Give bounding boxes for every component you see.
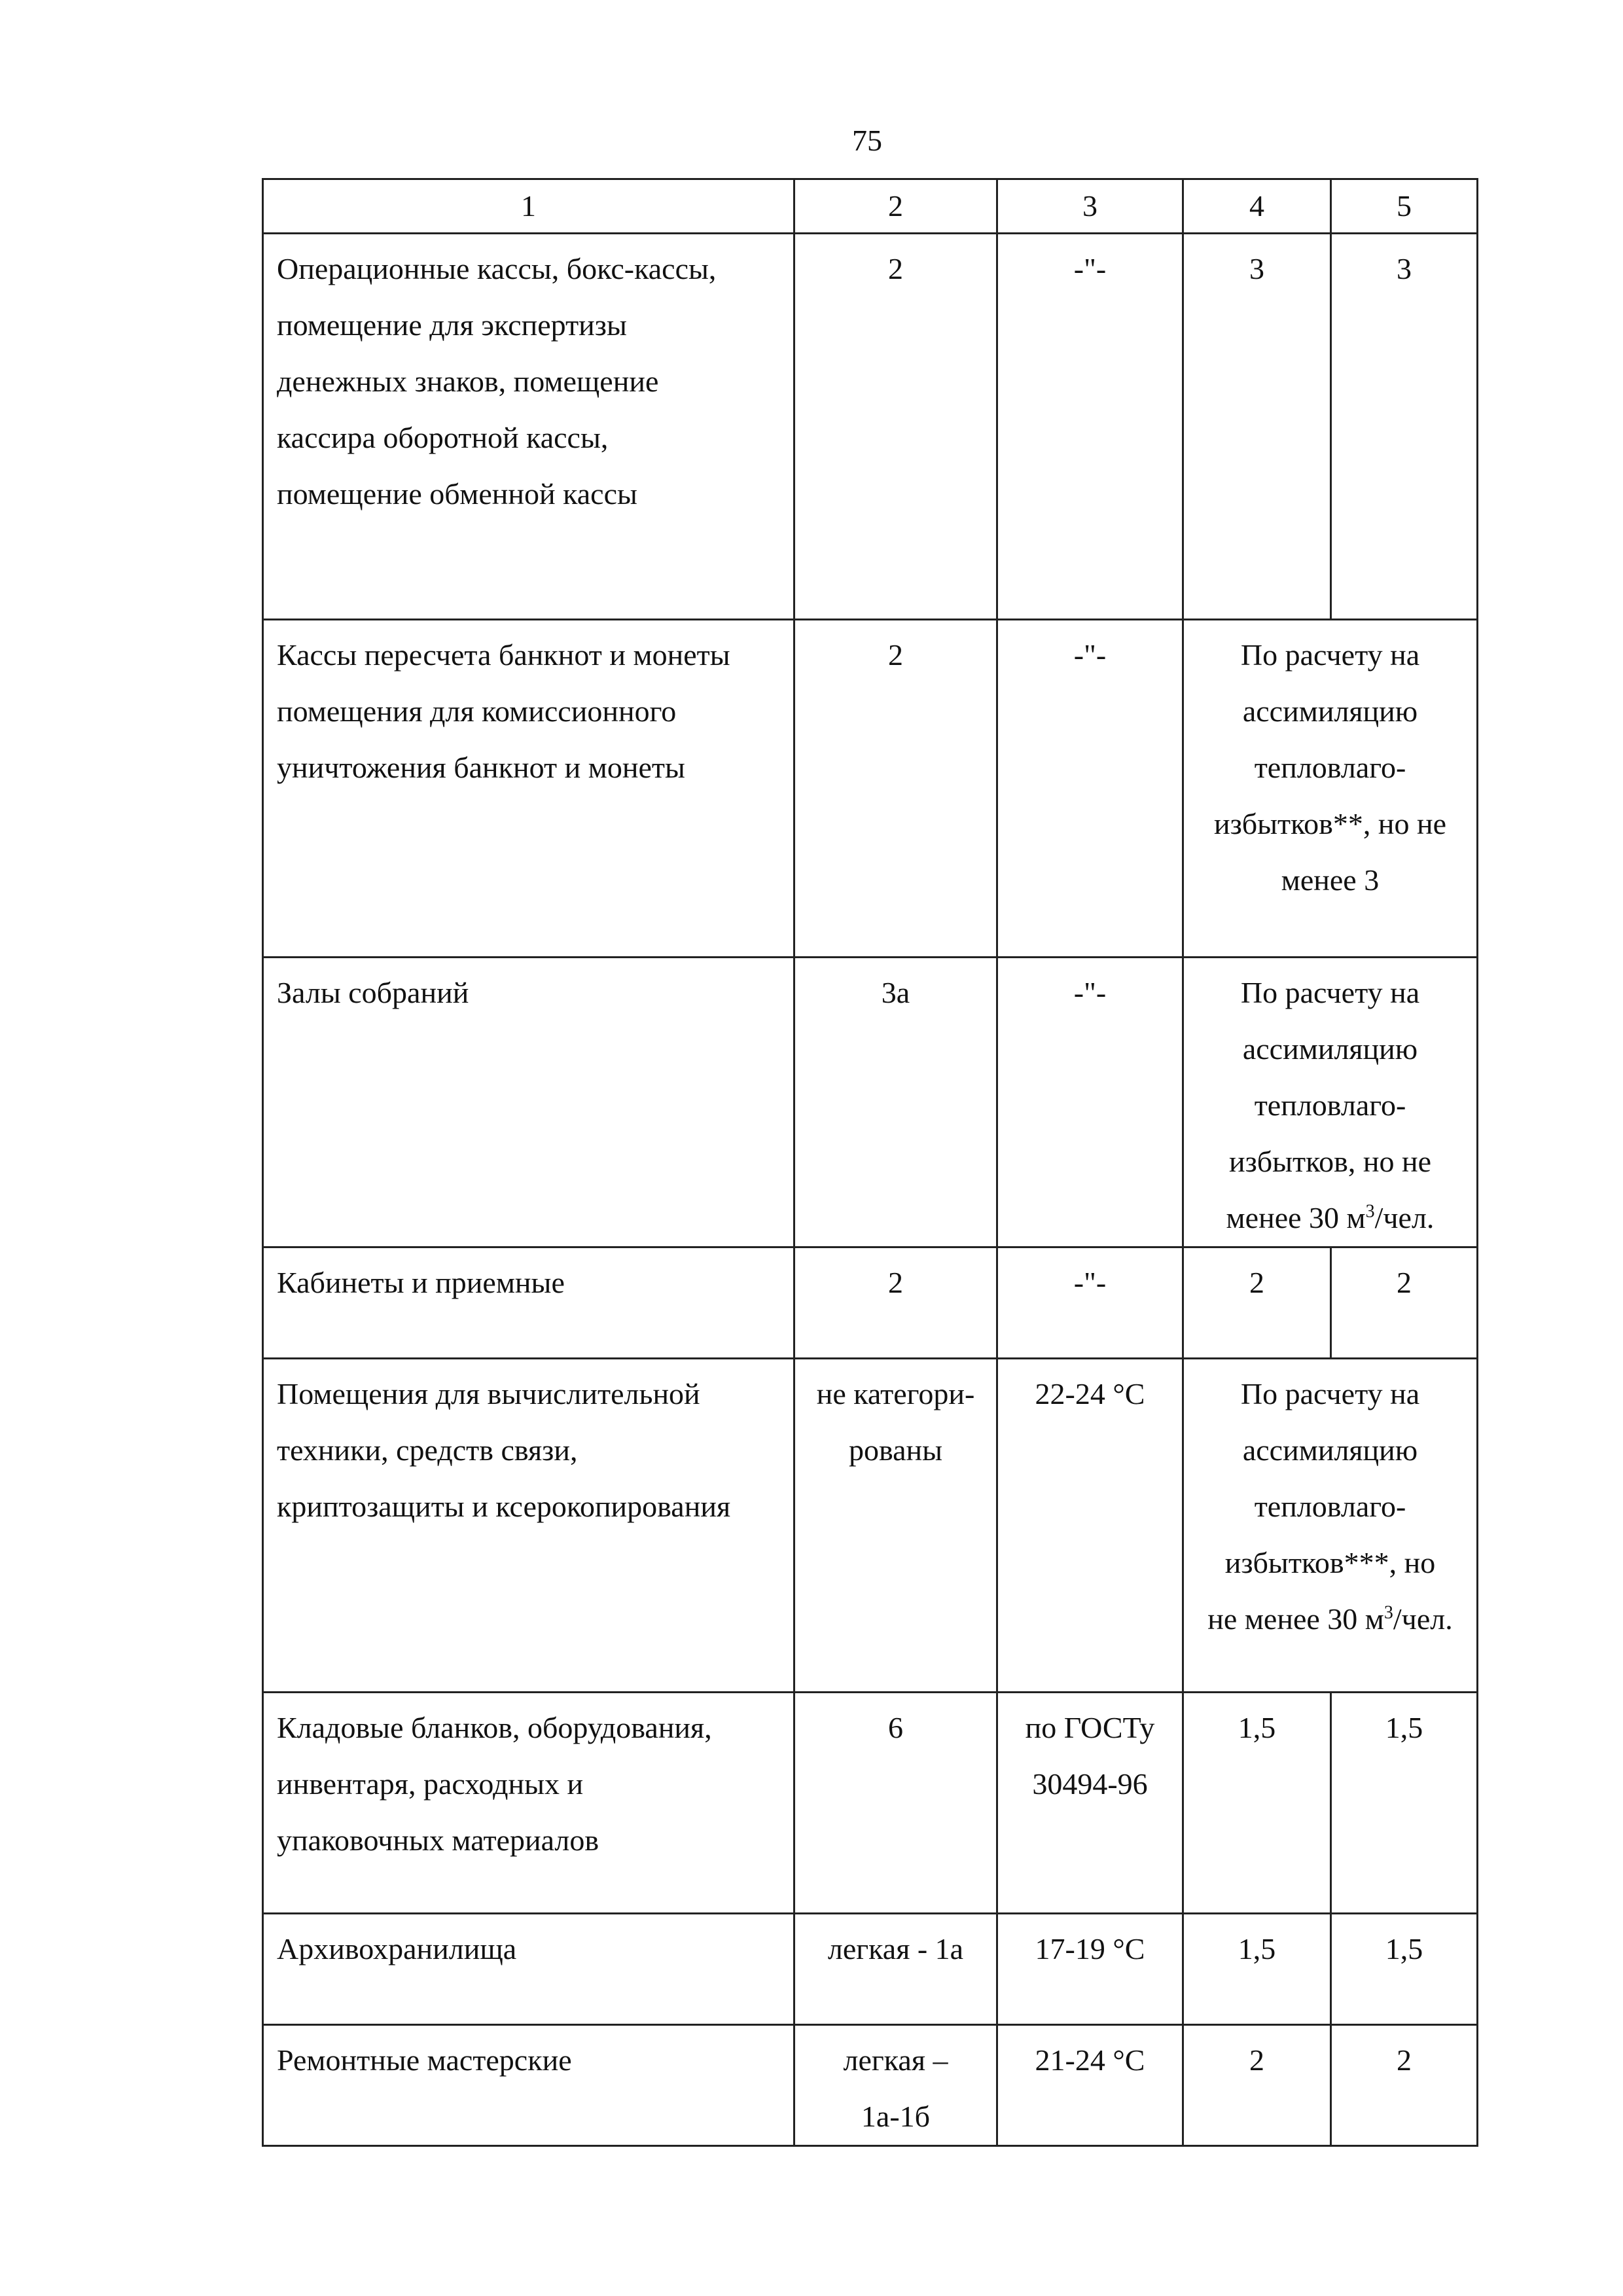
room-type-cell: Кладовые бланков, оборудования, инвентаря, расходных и упаковочных материалов <box>263 1693 794 1914</box>
air-exchange-cell <box>1183 958 1478 1247</box>
category-cell: 2 <box>794 1247 997 1359</box>
air-exchange-cell <box>1183 1359 1478 1693</box>
min-rate-text: менее 30 м <box>1226 1201 1366 1234</box>
room-type-cell: Кассы пересчета банкнот и монеты помещения для комиссионного уничтожения банкнот и монеты <box>263 620 794 958</box>
header-cell: 4 <box>1183 179 1331 234</box>
page-number: 75 <box>852 124 882 157</box>
inflow-cell: 1,5 <box>1183 1914 1331 2025</box>
exhaust-cell: 3 <box>1331 234 1478 620</box>
ventilation-table <box>262 178 1478 2147</box>
room-type-cell: Архивохранилища <box>263 1914 794 2025</box>
category-cell: 3а <box>794 958 997 1247</box>
inflow-cell: 3 <box>1183 234 1331 620</box>
table-row <box>263 2025 1478 2146</box>
category-cell: 2 <box>794 620 997 958</box>
air-exchange-cell: По расчету на ассимиляцию тепловлаго- избытков**, но не менее 3 <box>1183 620 1478 958</box>
category-cell: легкая – 1а-1б <box>794 2025 997 2146</box>
room-type-cell: Ремонтные мастерские <box>263 2025 794 2146</box>
air-exchange-text: По расчету на ассимиляцию тепловлаго- избытков, но не <box>1228 976 1432 1178</box>
header-cell: 5 <box>1331 179 1478 234</box>
temperature-cell: -"- <box>997 620 1183 958</box>
category-cell: 6 <box>794 1693 997 1914</box>
temperature-cell: -"- <box>997 958 1183 1247</box>
exhaust-cell: 2 <box>1331 2025 1478 2146</box>
header-cell: 3 <box>997 179 1183 234</box>
unit-text: /чел. <box>1374 1201 1435 1234</box>
temperature-cell: 17-19 °С <box>997 1914 1183 2025</box>
temperature-cell: 22-24 °С <box>997 1359 1183 1693</box>
table-row <box>263 1914 1478 2025</box>
header-cell: 1 <box>263 179 794 234</box>
category-cell: не категори- рованы <box>794 1359 997 1693</box>
table-row <box>263 1247 1478 1359</box>
min-rate-text: не менее 30 м <box>1207 1602 1384 1636</box>
inflow-cell: 2 <box>1183 2025 1331 2146</box>
temperature-cell: -"- <box>997 234 1183 620</box>
air-exchange-text: По расчету на ассимиляцию тепловлаго- избытков***, но <box>1224 1377 1436 1579</box>
table-row <box>263 1359 1478 1693</box>
inflow-cell: 1,5 <box>1183 1693 1331 1914</box>
inflow-cell: 2 <box>1183 1247 1331 1359</box>
room-type-cell: Залы собраний <box>263 958 794 1247</box>
category-cell: легкая - 1а <box>794 1914 997 2025</box>
temperature-cell: по ГОСТу 30494-96 <box>997 1693 1183 1914</box>
table-row <box>263 958 1478 1247</box>
exhaust-cell: 1,5 <box>1331 1693 1478 1914</box>
table-row <box>263 234 1478 620</box>
air-exchange-min-line <box>1184 1190 1476 1246</box>
unit-superscript: 3 <box>1383 1602 1393 1623</box>
table-header-row <box>263 179 1478 234</box>
table-row <box>263 620 1478 958</box>
unit-superscript: 3 <box>1365 1201 1375 1222</box>
table-row <box>263 1693 1478 1914</box>
temperature-cell: 21-24 °С <box>997 2025 1183 2146</box>
room-type-cell: Кабинеты и приемные <box>263 1247 794 1359</box>
header-cell: 2 <box>794 179 997 234</box>
category-cell: 2 <box>794 234 997 620</box>
exhaust-cell: 2 <box>1331 1247 1478 1359</box>
exhaust-cell: 1,5 <box>1331 1914 1478 2025</box>
unit-text: /чел. <box>1393 1602 1453 1636</box>
temperature-cell: -"- <box>997 1247 1183 1359</box>
room-type-cell: Операционные кассы, бокс-кассы, помещение для экспертизы денежных знаков, помещение кассира оборотной кассы, помещение обменной кассы <box>263 234 794 620</box>
room-type-cell: Помещения для вычислительной техники, средств связи, криптозащиты и ксерокопирования <box>263 1359 794 1693</box>
air-exchange-min-line <box>1184 1591 1476 1647</box>
